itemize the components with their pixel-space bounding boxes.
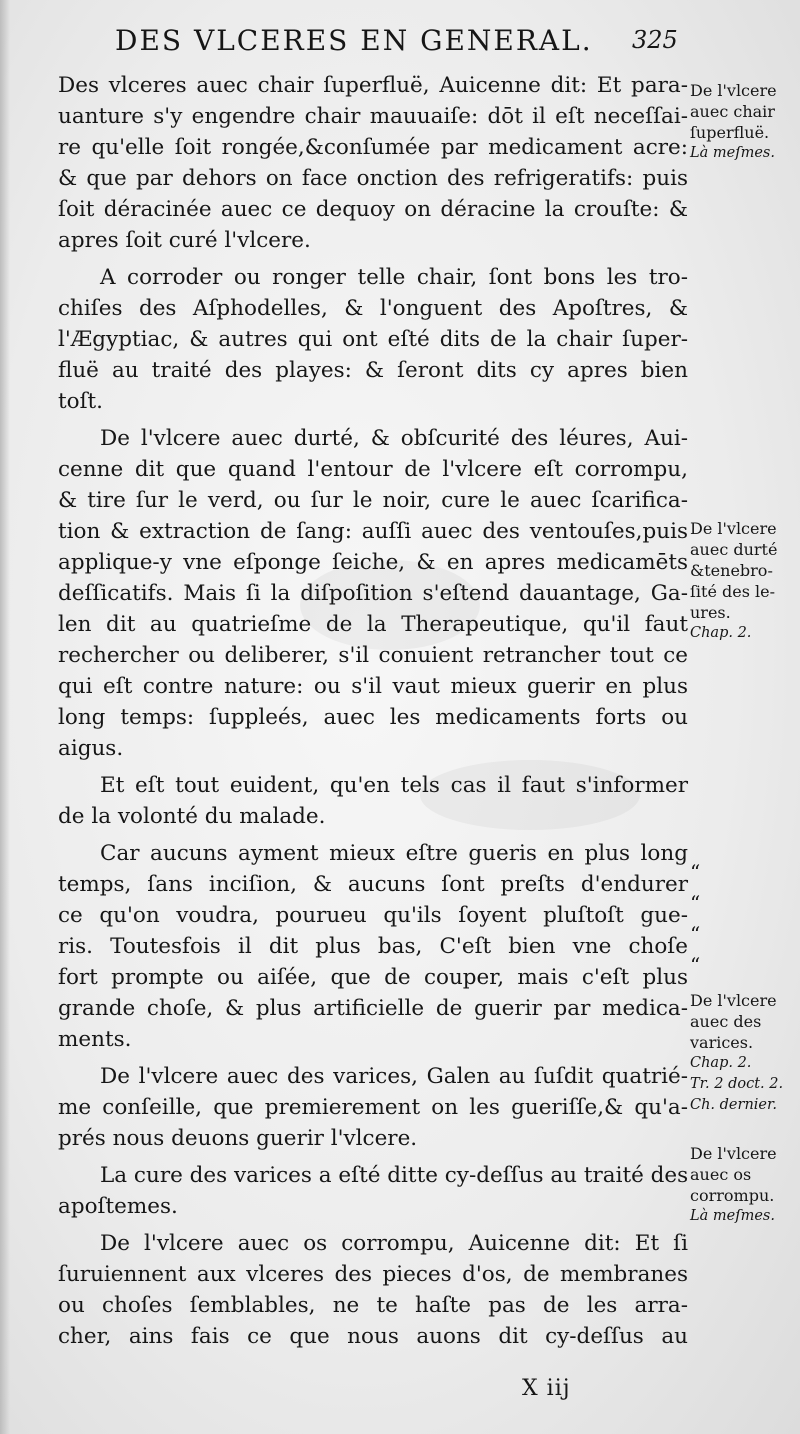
margin-note-line: De l'vlcere — [690, 519, 777, 538]
margin-note-reference: Tr. 2 doct. 2. — [690, 1076, 784, 1092]
margin-note-line: ures. — [690, 603, 731, 622]
text-line: apres ſoit curé l'vlcere. — [58, 228, 311, 253]
text-line: me conſeille, que premierement on les gueriſſe,& qu'a- — [58, 1095, 688, 1120]
text-line: cher, ains fais ce que nous auons dit cy-deſſus au — [58, 1324, 688, 1349]
text-line: ris. Toutesfois il dit plus bas, C'eſt bien vne choſe — [58, 934, 688, 959]
text-line: rechercher ou deliberer, s'il conuient retrancher tout ce — [58, 643, 688, 668]
margin-note-line: ſité des le- — [690, 582, 776, 601]
margin-note-line: auec chair — [690, 102, 775, 121]
quote-mark: “ — [690, 922, 701, 946]
margin-note-line: auec os — [690, 1165, 752, 1184]
text-line: ments. — [58, 1027, 132, 1052]
margin-note — [690, 1143, 800, 1227]
text-line: & que par dehors on face onction des refrigeratifs: puis — [58, 166, 688, 191]
margin-note-line: varices. — [690, 1033, 754, 1052]
quote-mark: “ — [690, 891, 701, 915]
text-line: long temps: ſuppleés, auec les medicaments forts ou — [58, 705, 688, 730]
signature-mark: X iij — [522, 1376, 571, 1401]
text-line: Des vlceres auec chair ſuperfluë, Auicenne dit: Et para- — [58, 73, 688, 98]
text-line: tion & extraction de ſang: auſſi auec des ventouſes,puis — [58, 519, 688, 544]
text-line: qui eſt contre nature: ou s'il vaut mieux guerir en plus — [58, 674, 688, 699]
text-line: De l'vlcere auec durté, & obſcurité des léures, Aui- — [100, 426, 688, 451]
margin-note-line: De l'vlcere — [690, 81, 777, 100]
page-edge-shadow — [0, 0, 10, 1434]
margin-note-line: De l'vlcere — [690, 991, 777, 1010]
text-line: temps, ſans inciſion, & aucuns ſont preſts d'endurer — [58, 872, 688, 897]
margin-note-line: De l'vlcere — [690, 1144, 777, 1163]
text-line: uanture s'y engendre chair mauuaiſe: dōt il eſt neceſſai- — [58, 104, 688, 129]
margin-note — [690, 990, 800, 1116]
text-line: l'Ægyptiac, & autres qui ont eſté dits de la chair ſuper- — [58, 327, 688, 352]
text-line: fluë au traité des playes: & ſeront dits cy apres bien — [58, 358, 688, 383]
text-line: ou choſes ſemblables, ne te haſte pas de les arra- — [58, 1293, 688, 1318]
text-line: fort prompte ou aiſée, que de couper, mais c'eſt plus — [58, 965, 688, 990]
margin-note-line: ſuperfluë. — [690, 123, 770, 142]
text-line: A corroder ou ronger telle chair, ſont bons les tro- — [100, 265, 688, 290]
text-line: aigus. — [58, 736, 124, 761]
quote-mark: “ — [690, 860, 701, 884]
text-line: ce qu'on voudra, pourueu qu'ils ſoyent pluſtoſt gue- — [58, 903, 688, 928]
text-line: toſt. — [58, 389, 104, 414]
page-number: 325 — [632, 26, 678, 54]
text-line: Car aucuns ayment mieux eſtre gueris en plus long — [100, 841, 688, 866]
margin-note-reference: Ch. dernier. — [690, 1097, 777, 1113]
quote-mark: “ — [690, 953, 701, 977]
quotation-marks — [690, 857, 720, 981]
margin-note-reference: Chap. 2. — [690, 625, 752, 641]
text-line: De l'vlcere auec des varices, Galen au ſuſdit quatrié- — [100, 1064, 688, 1089]
margin-note-reference: Chap. 2. — [690, 1055, 752, 1071]
text-line: applique-y vne eſponge ſeiche, & en apres medicamēts — [58, 550, 688, 575]
margin-note-reference: Là meſmes. — [690, 1208, 775, 1224]
text-line: chiſes des Aſphodelles, & l'onguent des Apoſtres, & — [58, 296, 688, 321]
margin-note-reference: Là meſmes. — [690, 145, 775, 161]
margin-note-line: auec des — [690, 1012, 762, 1031]
text-line: & tire ſur le verd, ou ſur le noir, cure le auec ſcarifica- — [58, 488, 688, 513]
text-line: La cure des varices a eſté ditte cy-deſſus au traité des — [100, 1163, 689, 1188]
main-text-block — [58, 70, 688, 1352]
margin-note-line: auec durté — [690, 540, 778, 559]
text-line: ſoit déracinée auec ce dequoy on déracine la crouſte: & — [58, 197, 688, 222]
text-line: prés nous deuons guerir l'vlcere. — [58, 1126, 418, 1151]
margin-note-line: &tenebro- — [690, 561, 773, 580]
text-line: apoſtemes. — [58, 1194, 178, 1219]
running-head: DES VLCERES EN GENERAL. — [115, 24, 593, 57]
text-line: de la volonté du malade. — [58, 804, 326, 829]
margin-note-line: corrompu. — [690, 1186, 775, 1205]
text-line: re qu'elle ſoit rongée,&conſumée par medicament acre: — [58, 135, 688, 160]
text-line: Et eſt tout euident, qu'en tels cas il faut s'informer — [100, 773, 688, 798]
text-line: cenne dit que quand l'entour de l'vlcere eſt corrompu, — [58, 457, 688, 482]
text-line: grande choſe, & plus artificielle de guerir par medica- — [58, 996, 688, 1021]
margin-note — [690, 518, 800, 644]
text-line: ſuruiennent aux vlceres des pieces d'os, de membranes — [58, 1262, 688, 1287]
text-line: De l'vlcere auec os corrompu, Auicenne dit: Et ſi — [100, 1231, 688, 1256]
margin-note — [690, 80, 800, 164]
text-line: deſſicatifs. Mais ſi la diſpoſition s'eſtend dauantage, Ga- — [58, 581, 688, 606]
text-line: len dit au quatrieſme de la Therapeutique, qu'il faut — [58, 612, 688, 637]
